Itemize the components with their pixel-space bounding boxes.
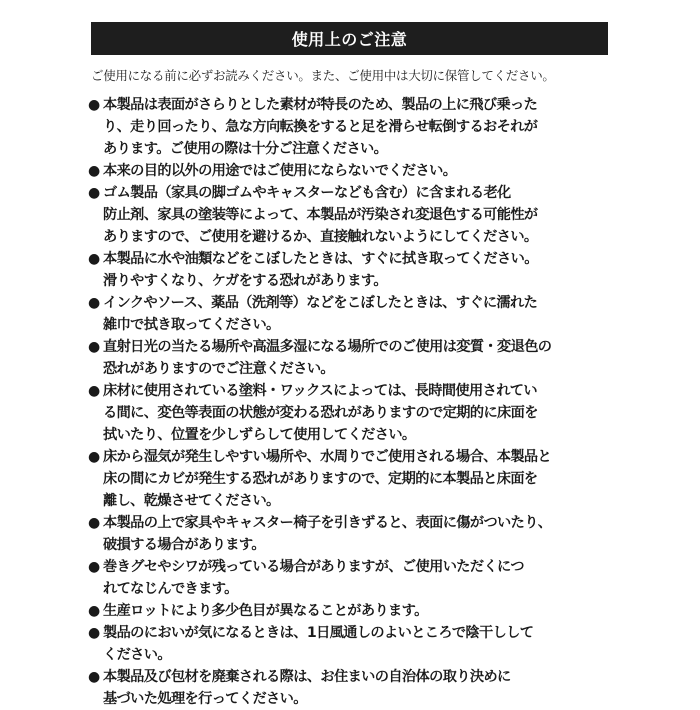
notice-line: 巻きグセやシワが残っている場合がありますが、ご使用いただくにつ: [103, 559, 524, 575]
notice-text: [103, 336, 610, 380]
notice-text: [103, 160, 610, 182]
notice-item: [88, 600, 610, 622]
notice-text: [103, 94, 610, 160]
bullet-icon: ●: [88, 449, 101, 465]
notice-text: [103, 556, 610, 600]
notice-line: 本製品に水や油類などをこぼしたときは、すぐに拭き取ってください。: [103, 251, 538, 267]
notice-item: [88, 556, 610, 600]
notice-line: 床の間にカビが発生する恐れがありますので、定期的に本製品と床面を: [103, 471, 538, 487]
notice-line: 床材に使用されている塗料・ワックスによっては、長時間使用されてい: [103, 383, 537, 399]
bullet-icon: ●: [88, 559, 101, 575]
notice-line: れてなじんできます。: [103, 581, 238, 597]
notice-line: 破損する場合があります。: [103, 537, 265, 553]
notice-line: 基づいた処理を行ってください。: [103, 691, 307, 707]
notice-line: 生産ロットにより多少色目が異なることがあります。: [103, 603, 428, 619]
notice-line: 直射日光の当たる場所や高温多湿になる場所でのご使用は変質・変退色の: [103, 339, 552, 355]
bullet-icon: ●: [88, 185, 101, 201]
notice-item: [88, 292, 610, 336]
page-title-bar: [91, 22, 608, 55]
bullet-icon: ●: [88, 97, 101, 113]
notice-item: [88, 182, 610, 248]
notice-item: [88, 336, 610, 380]
notice-line: 製品のにおいが気になるときは、1日風通しのよいところで陰干しして: [103, 625, 534, 641]
notice-line: 本来の目的以外の用途ではご使用にならないでください。: [103, 163, 457, 179]
notice-text: [103, 182, 610, 248]
notice-text: [103, 446, 610, 512]
notice-item: [88, 666, 610, 710]
bullet-icon: ●: [88, 163, 101, 179]
notice-line: 本製品及び包材を廃棄される際は、お住まいの自治体の取り決めに: [103, 669, 511, 685]
bullet-icon: ●: [88, 251, 101, 267]
bullet-icon: ●: [88, 603, 101, 619]
notice-text: [103, 666, 610, 710]
notice-item: [88, 380, 610, 446]
notice-text: [103, 292, 610, 336]
bullet-icon: ●: [88, 339, 101, 355]
notice-text: [103, 622, 610, 666]
notice-item: [88, 248, 610, 292]
notice-text: [103, 248, 610, 292]
notice-line: あります。ご使用の際は十分ご注意ください。: [103, 141, 388, 157]
notice-line: 恐れがありますのでご注意ください。: [103, 361, 334, 377]
notice-line: 離し、乾燥させてください。: [103, 493, 280, 509]
bullet-icon: ●: [88, 669, 101, 685]
notice-line: 雑巾で拭き取ってください。: [103, 317, 280, 333]
bullet-icon: ●: [88, 625, 101, 641]
notice-item: [88, 512, 610, 556]
notice-line: り、走り回ったり、急な方向転換をすると足を滑らせ転倒するおそれが: [103, 119, 538, 135]
notice-text: [103, 600, 610, 622]
notice-line: ください。: [103, 647, 171, 663]
notice-line: 本製品の上で家具やキャスター椅子を引きずると、表面に傷がついたり、: [103, 515, 552, 531]
notice-line: 拭いたり、位置を少しずらして使用してください。: [103, 427, 416, 443]
bullet-icon: ●: [88, 515, 101, 531]
notice-text: [103, 512, 610, 556]
bullet-icon: ●: [88, 383, 101, 399]
notice-item: [88, 446, 610, 512]
notice-item: [88, 160, 610, 182]
notice-item: [88, 622, 610, 666]
page-title: 使用上のご注意: [291, 30, 408, 49]
notice-line: る間に、変色等表面の状態が変わる恐れがありますので定期的に床面を: [103, 405, 538, 421]
intro-text: ご使用になる前に必ずお読みください。また、ご使用中は大切に保管してください。: [91, 68, 555, 83]
bullet-icon: ●: [88, 295, 101, 311]
notice-line: 本製品は表面がさらりとした素材が特長のため、製品の上に飛び乗った: [103, 97, 538, 113]
notice-list: [88, 94, 610, 710]
notice-text: [103, 380, 610, 446]
notice-line: インクやソース、薬品（洗剤等）などをこぼしたときは、すぐに濡れた: [103, 295, 538, 311]
notice-line: 床から湿気が発生しやすい場所や、水周りでご使用される場合、本製品と: [103, 449, 552, 465]
notice-line: 防止剤、家具の塗装等によって、本製品が汚染され変退色する可能性が: [103, 207, 538, 223]
notice-line: 滑りやすくなり、ケガをする恐れがあります。: [103, 273, 387, 289]
notice-line: ありますので、ご使用を避けるか、直接触れないようにしてください。: [103, 229, 538, 245]
notice-item: [88, 94, 610, 160]
notice-line: ゴム製品（家具の脚ゴムやキャスターなども含む）に含まれる老化: [103, 185, 511, 201]
